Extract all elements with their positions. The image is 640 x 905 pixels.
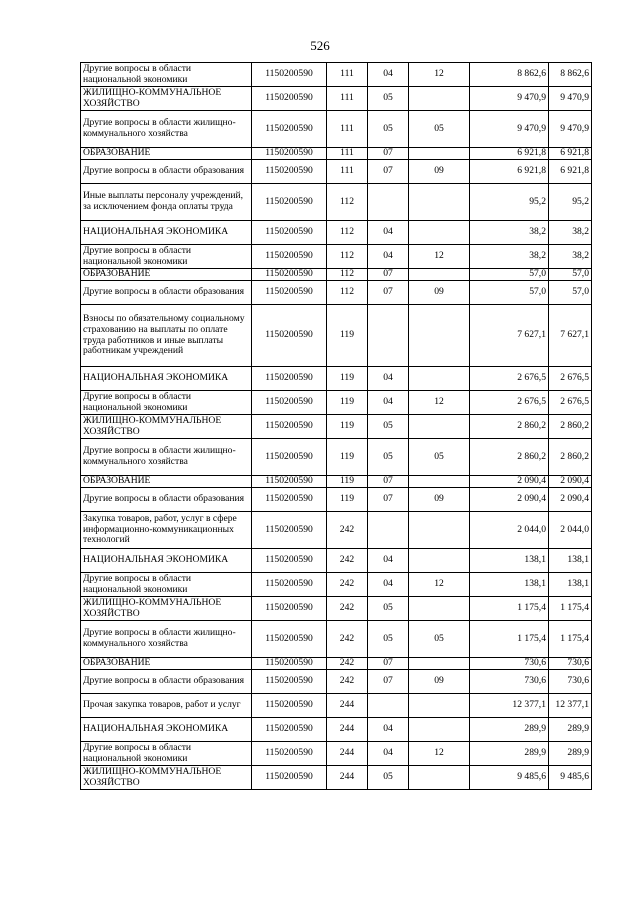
row-amount-2: 57,0: [549, 281, 592, 305]
row-amount-1: 730,6: [470, 670, 549, 694]
row-subsection: [409, 597, 470, 621]
row-subsection: [409, 512, 470, 549]
table-row: [81, 367, 592, 391]
row-csr-code: 1150200590: [252, 670, 327, 694]
row-amount-1: 1 175,4: [470, 621, 549, 658]
row-amount-2: 2 090,4: [549, 476, 592, 488]
row-section: 04: [368, 367, 409, 391]
row-amount-2: 2 676,5: [549, 367, 592, 391]
row-expense-type: 111: [327, 63, 368, 87]
row-amount-2: 38,2: [549, 221, 592, 245]
row-amount-2: 289,9: [549, 718, 592, 742]
row-amount-2: 730,6: [549, 658, 592, 670]
row-amount-1: 2 676,5: [470, 367, 549, 391]
row-expense-type: 244: [327, 718, 368, 742]
row-amount-2: 289,9: [549, 742, 592, 766]
row-section: 04: [368, 549, 409, 573]
table-row: [81, 305, 592, 367]
row-csr-code: 1150200590: [252, 694, 327, 718]
row-amount-1: 9 470,9: [470, 111, 549, 148]
row-csr-code: 1150200590: [252, 476, 327, 488]
row-expense-type: 242: [327, 670, 368, 694]
row-expense-type: 112: [327, 269, 368, 281]
row-expense-type: 242: [327, 512, 368, 549]
row-amount-1: 38,2: [470, 245, 549, 269]
row-section: 04: [368, 221, 409, 245]
row-section: 07: [368, 269, 409, 281]
row-section: 07: [368, 658, 409, 670]
row-expense-type: 244: [327, 766, 368, 790]
table-row: [81, 621, 592, 658]
row-expense-type: 111: [327, 111, 368, 148]
row-subsection: 05: [409, 621, 470, 658]
row-amount-1: 2 090,4: [470, 488, 549, 512]
row-amount-2: 2 676,5: [549, 391, 592, 415]
row-amount-1: 12 377,1: [470, 694, 549, 718]
row-expense-type: 242: [327, 597, 368, 621]
row-amount-2: 1 175,4: [549, 597, 592, 621]
row-name: Иные выплаты персоналу учреждений, за исключением фонда оплаты труда: [81, 184, 252, 221]
row-section: 04: [368, 718, 409, 742]
row-name: Другие вопросы в области национальной экономики: [81, 742, 252, 766]
row-amount-1: 2 676,5: [470, 391, 549, 415]
row-csr-code: 1150200590: [252, 160, 327, 184]
row-name: Другие вопросы в области образования: [81, 281, 252, 305]
table-row: [81, 597, 592, 621]
table-row: [81, 160, 592, 184]
row-amount-1: 8 862,6: [470, 63, 549, 87]
row-csr-code: 1150200590: [252, 269, 327, 281]
row-name: ОБРАЗОВАНИЕ: [81, 658, 252, 670]
row-expense-type: 119: [327, 305, 368, 367]
row-amount-1: 2 860,2: [470, 439, 549, 476]
row-csr-code: 1150200590: [252, 718, 327, 742]
row-name: ОБРАЗОВАНИЕ: [81, 269, 252, 281]
row-csr-code: 1150200590: [252, 621, 327, 658]
table-row: [81, 658, 592, 670]
row-amount-1: 289,9: [470, 742, 549, 766]
row-name: Закупка товаров, работ, услуг в сфере информационно-коммуникационных технологий: [81, 512, 252, 549]
table-row: [81, 549, 592, 573]
row-expense-type: 242: [327, 658, 368, 670]
row-expense-type: 242: [327, 549, 368, 573]
row-csr-code: 1150200590: [252, 597, 327, 621]
page-number: 526: [310, 38, 330, 53]
row-subsection: [409, 415, 470, 439]
row-name: ЖИЛИЩНО-КОММУНАЛЬНОЕ ХОЗЯЙСТВО: [81, 597, 252, 621]
row-subsection: [409, 658, 470, 670]
row-name: Другие вопросы в области образования: [81, 670, 252, 694]
row-expense-type: 112: [327, 221, 368, 245]
row-subsection: 05: [409, 111, 470, 148]
row-csr-code: 1150200590: [252, 391, 327, 415]
row-amount-1: 2 044,0: [470, 512, 549, 549]
row-subsection: [409, 221, 470, 245]
row-section: 07: [368, 148, 409, 160]
row-amount-1: 9 485,6: [470, 766, 549, 790]
row-expense-type: 111: [327, 160, 368, 184]
row-amount-1: 7 627,1: [470, 305, 549, 367]
row-name: НАЦИОНАЛЬНАЯ ЭКОНОМИКА: [81, 221, 252, 245]
budget-table-body: [81, 63, 592, 790]
row-section: 05: [368, 415, 409, 439]
row-amount-2: 9 485,6: [549, 766, 592, 790]
row-expense-type: 111: [327, 148, 368, 160]
budget-table: [80, 62, 592, 790]
row-amount-1: 6 921,8: [470, 160, 549, 184]
row-amount-1: 2 090,4: [470, 476, 549, 488]
row-section: 05: [368, 111, 409, 148]
row-name: НАЦИОНАЛЬНАЯ ЭКОНОМИКА: [81, 549, 252, 573]
row-section: 05: [368, 766, 409, 790]
row-subsection: 09: [409, 281, 470, 305]
row-csr-code: 1150200590: [252, 87, 327, 111]
row-subsection: 12: [409, 245, 470, 269]
row-csr-code: 1150200590: [252, 439, 327, 476]
row-subsection: [409, 269, 470, 281]
row-amount-2: 2 044,0: [549, 512, 592, 549]
row-csr-code: 1150200590: [252, 184, 327, 221]
table-row: [81, 573, 592, 597]
row-name: Прочая закупка товаров, работ и услуг: [81, 694, 252, 718]
row-amount-1: 95,2: [470, 184, 549, 221]
row-expense-type: 119: [327, 439, 368, 476]
row-subsection: 12: [409, 573, 470, 597]
row-csr-code: 1150200590: [252, 245, 327, 269]
row-section: 07: [368, 476, 409, 488]
row-amount-2: 6 921,8: [549, 160, 592, 184]
table-row: [81, 415, 592, 439]
row-subsection: [409, 549, 470, 573]
row-amount-2: 2 860,2: [549, 439, 592, 476]
row-subsection: 09: [409, 160, 470, 184]
row-name: Другие вопросы в области жилищно-коммунального хозяйства: [81, 621, 252, 658]
row-subsection: 12: [409, 391, 470, 415]
row-subsection: [409, 367, 470, 391]
row-name: ОБРАЗОВАНИЕ: [81, 476, 252, 488]
row-section: 05: [368, 621, 409, 658]
row-name: Другие вопросы в области жилищно-коммунального хозяйства: [81, 111, 252, 148]
row-name: Другие вопросы в области национальной экономики: [81, 63, 252, 87]
row-name: Другие вопросы в области жилищно-коммунального хозяйства: [81, 439, 252, 476]
table-row: [81, 694, 592, 718]
row-amount-1: 9 470,9: [470, 87, 549, 111]
row-subsection: 12: [409, 742, 470, 766]
row-section: 07: [368, 488, 409, 512]
row-csr-code: 1150200590: [252, 742, 327, 766]
row-expense-type: 242: [327, 621, 368, 658]
row-csr-code: 1150200590: [252, 221, 327, 245]
row-amount-1: 57,0: [470, 281, 549, 305]
row-section: 04: [368, 573, 409, 597]
row-amount-2: 12 377,1: [549, 694, 592, 718]
table-row: [81, 512, 592, 549]
row-amount-2: 138,1: [549, 573, 592, 597]
row-amount-1: 38,2: [470, 221, 549, 245]
table-row: [81, 476, 592, 488]
row-subsection: [409, 766, 470, 790]
row-expense-type: 119: [327, 488, 368, 512]
row-subsection: [409, 305, 470, 367]
row-name: Взносы по обязательному социальному страхованию на выплаты по оплате труда работников и иные выплаты работникам учреждений: [81, 305, 252, 367]
table-row: [81, 63, 592, 87]
row-amount-1: 730,6: [470, 658, 549, 670]
table-row: [81, 245, 592, 269]
table-row: [81, 488, 592, 512]
row-amount-2: 2 090,4: [549, 488, 592, 512]
row-expense-type: 119: [327, 367, 368, 391]
row-expense-type: 242: [327, 573, 368, 597]
row-csr-code: 1150200590: [252, 573, 327, 597]
row-subsection: [409, 718, 470, 742]
row-subsection: 05: [409, 439, 470, 476]
row-name: НАЦИОНАЛЬНАЯ ЭКОНОМИКА: [81, 718, 252, 742]
table-row: [81, 670, 592, 694]
row-section: [368, 184, 409, 221]
row-name: ЖИЛИЩНО-КОММУНАЛЬНОЕ ХОЗЯЙСТВО: [81, 766, 252, 790]
table-row: [81, 269, 592, 281]
row-section: [368, 694, 409, 718]
row-section: 04: [368, 245, 409, 269]
table-row: [81, 87, 592, 111]
table-row: [81, 221, 592, 245]
row-csr-code: 1150200590: [252, 281, 327, 305]
row-csr-code: 1150200590: [252, 658, 327, 670]
row-subsection: [409, 184, 470, 221]
row-expense-type: 244: [327, 742, 368, 766]
row-section: 04: [368, 391, 409, 415]
row-expense-type: 244: [327, 694, 368, 718]
row-section: 04: [368, 742, 409, 766]
row-name: НАЦИОНАЛЬНАЯ ЭКОНОМИКА: [81, 367, 252, 391]
row-csr-code: 1150200590: [252, 367, 327, 391]
row-name: Другие вопросы в области национальной экономики: [81, 391, 252, 415]
row-amount-2: 95,2: [549, 184, 592, 221]
row-amount-1: 1 175,4: [470, 597, 549, 621]
row-csr-code: 1150200590: [252, 766, 327, 790]
row-subsection: [409, 694, 470, 718]
table-row: [81, 148, 592, 160]
table-row: [81, 766, 592, 790]
row-section: [368, 512, 409, 549]
row-subsection: [409, 476, 470, 488]
row-subsection: 09: [409, 488, 470, 512]
row-section: 07: [368, 160, 409, 184]
row-expense-type: 112: [327, 184, 368, 221]
row-amount-1: 138,1: [470, 573, 549, 597]
row-csr-code: 1150200590: [252, 415, 327, 439]
row-expense-type: 119: [327, 391, 368, 415]
row-expense-type: 112: [327, 281, 368, 305]
row-section: 05: [368, 439, 409, 476]
row-amount-1: 289,9: [470, 718, 549, 742]
row-amount-2: 2 860,2: [549, 415, 592, 439]
row-subsection: 09: [409, 670, 470, 694]
row-name: ОБРАЗОВАНИЕ: [81, 148, 252, 160]
row-section: [368, 305, 409, 367]
row-name: ЖИЛИЩНО-КОММУНАЛЬНОЕ ХОЗЯЙСТВО: [81, 87, 252, 111]
row-section: 04: [368, 63, 409, 87]
row-csr-code: 1150200590: [252, 63, 327, 87]
row-csr-code: 1150200590: [252, 111, 327, 148]
row-name: Другие вопросы в области образования: [81, 488, 252, 512]
row-section: 07: [368, 281, 409, 305]
row-amount-2: 6 921,8: [549, 148, 592, 160]
row-expense-type: 112: [327, 245, 368, 269]
row-csr-code: 1150200590: [252, 148, 327, 160]
table-row: [81, 439, 592, 476]
row-amount-1: 57,0: [470, 269, 549, 281]
row-amount-2: 730,6: [549, 670, 592, 694]
table-row: [81, 718, 592, 742]
row-amount-2: 38,2: [549, 245, 592, 269]
row-amount-2: 57,0: [549, 269, 592, 281]
row-expense-type: 119: [327, 415, 368, 439]
row-csr-code: 1150200590: [252, 512, 327, 549]
row-amount-2: 8 862,6: [549, 63, 592, 87]
table-row: [81, 111, 592, 148]
row-amount-1: 6 921,8: [470, 148, 549, 160]
row-csr-code: 1150200590: [252, 305, 327, 367]
row-amount-2: 1 175,4: [549, 621, 592, 658]
row-subsection: 12: [409, 63, 470, 87]
row-name: Другие вопросы в области национальной экономики: [81, 245, 252, 269]
row-amount-2: 9 470,9: [549, 111, 592, 148]
row-name: Другие вопросы в области национальной экономики: [81, 573, 252, 597]
row-csr-code: 1150200590: [252, 488, 327, 512]
table-row: [81, 281, 592, 305]
row-csr-code: 1150200590: [252, 549, 327, 573]
row-subsection: [409, 87, 470, 111]
row-amount-1: 138,1: [470, 549, 549, 573]
row-section: 07: [368, 670, 409, 694]
row-name: ЖИЛИЩНО-КОММУНАЛЬНОЕ ХОЗЯЙСТВО: [81, 415, 252, 439]
row-section: 05: [368, 597, 409, 621]
row-subsection: [409, 148, 470, 160]
row-expense-type: 111: [327, 87, 368, 111]
table-row: [81, 184, 592, 221]
row-name: Другие вопросы в области образования: [81, 160, 252, 184]
row-amount-2: 138,1: [549, 549, 592, 573]
row-section: 05: [368, 87, 409, 111]
table-row: [81, 742, 592, 766]
row-amount-2: 9 470,9: [549, 87, 592, 111]
row-amount-1: 2 860,2: [470, 415, 549, 439]
row-amount-2: 7 627,1: [549, 305, 592, 367]
table-row: [81, 391, 592, 415]
row-expense-type: 119: [327, 476, 368, 488]
